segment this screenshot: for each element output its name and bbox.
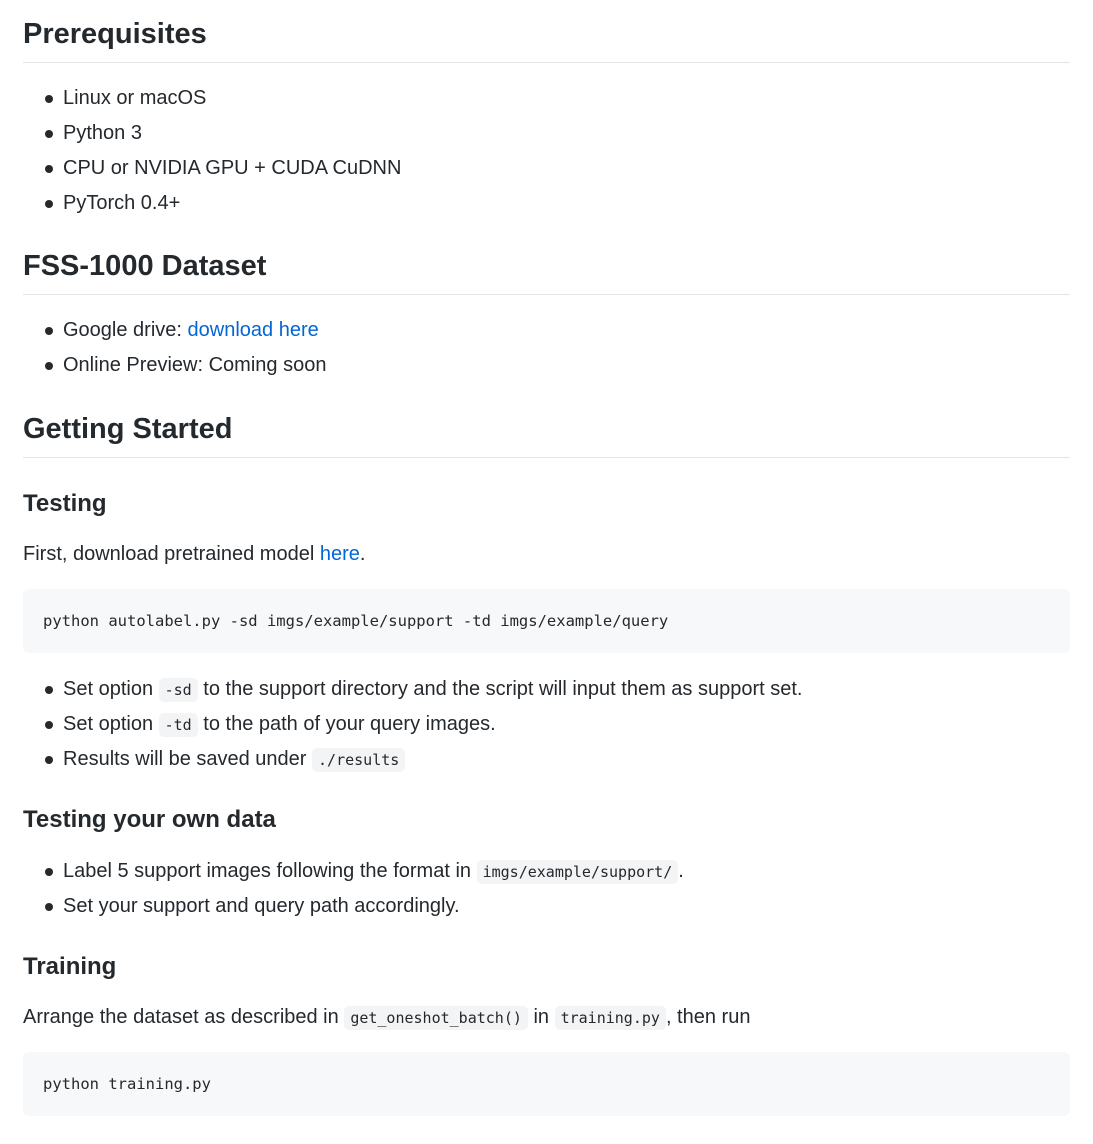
bullet-text: Label 5 support images following the format in [63,860,477,882]
bullet-text: to the path of your query images. [197,713,496,735]
inline-code: -sd [159,678,198,702]
inline-code: training.py [555,1006,666,1030]
heading-getting-started: Getting Started [23,411,1070,458]
list-item: Python 3 [63,116,1070,151]
bullet-text: . [678,860,684,882]
intro-text: First, download pretrained model [23,543,320,565]
download-here-link[interactable]: download here [187,319,319,341]
list-item: Set your support and query path accordingly. [63,889,1070,924]
bullet-text: Set option [63,713,159,735]
para-text: , then run [665,1006,751,1028]
code-block-autolabel[interactable]: python autolabel.py -sd imgs/example/support -td imgs/example/query [23,589,1070,653]
heading-fss-dataset: FSS-1000 Dataset [23,248,1070,295]
inline-code: -td [159,713,198,737]
list-item [63,854,1070,889]
list-item: PyTorch 0.4+ [63,186,1070,221]
list-item: CPU or NVIDIA GPU + CUDA CuDNN [63,151,1070,186]
inline-code: imgs/example/support/ [477,860,679,884]
list-item: Online Preview: Coming soon [63,348,1070,383]
heading-training: Training [23,953,117,980]
list-item [63,313,1070,348]
bullet-text: to the support directory and the script will input them as support set. [197,678,803,700]
bullet-text: Set option [63,678,159,700]
list-item [63,707,1070,742]
para-text: in [527,1006,555,1028]
own-data-list [23,854,1070,924]
list-item [63,672,1070,707]
testing-intro [23,537,365,572]
inline-code: get_oneshot_batch() [344,1006,528,1030]
bullet-text: Results will be saved under [63,748,313,770]
dataset-list [23,313,1070,383]
heading-testing-own-data: Testing your own data [23,806,276,833]
inline-code: ./results [312,748,405,772]
pretrained-model-link[interactable]: here [319,543,360,565]
testing-options-list [23,672,1070,777]
training-instructions [23,1000,750,1036]
heading-testing: Testing [23,490,107,517]
code-block-training[interactable]: python training.py [23,1052,1070,1116]
list-item [63,742,1070,777]
prerequisites-list [23,81,1070,221]
google-drive-label: Google drive: [63,319,188,341]
list-item: Linux or macOS [63,81,1070,116]
heading-prerequisites: Prerequisites [23,16,1070,63]
para-text: Arrange the dataset as described in [23,1006,345,1028]
intro-suffix: . [359,543,366,565]
